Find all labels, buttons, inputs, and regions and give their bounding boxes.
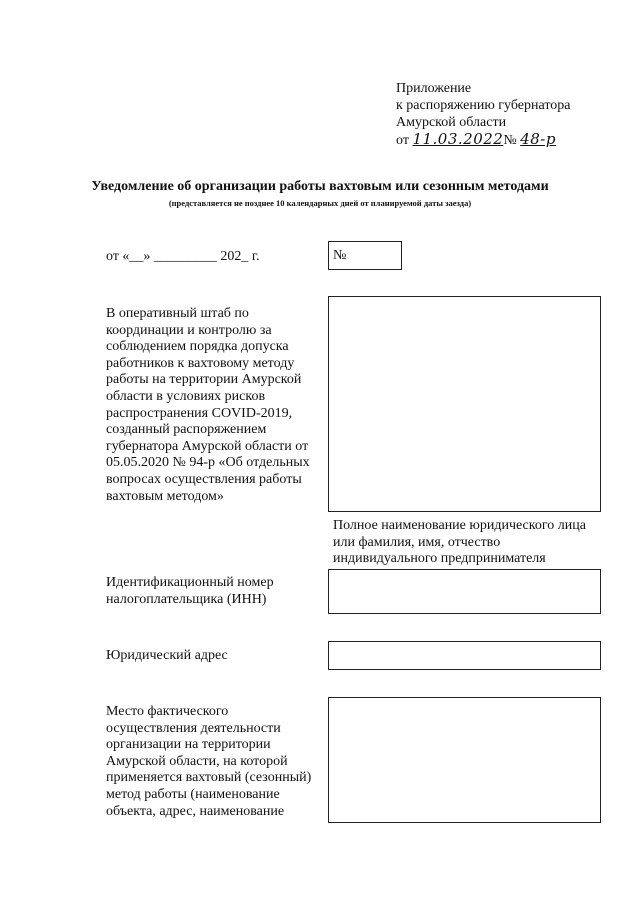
appendix-ot-label: от — [396, 133, 409, 148]
appendix-number: 48-р — [520, 130, 556, 148]
addressee-line: работы на территории Амурской — [106, 372, 302, 388]
actual-place-field[interactable] — [328, 697, 601, 823]
appendix-line-1: Приложение — [396, 81, 472, 96]
organization-name-caption — [333, 518, 603, 568]
date-line: от «__» _________ 202_ г. — [106, 249, 260, 264]
appendix-no-label: № — [503, 133, 517, 148]
addressee-line: 05.05.2020 № 94-р «Об отдельных — [106, 455, 310, 471]
addressee-line: области в условиях рисков — [106, 388, 266, 404]
appendix-line-3: Амурской области — [396, 115, 507, 130]
organization-name-field[interactable] — [328, 296, 601, 512]
actual-place-line: объекта, адрес, наименование — [106, 803, 285, 819]
actual-place-label — [106, 704, 328, 820]
actual-place-line: применяется вахтовый (сезонный) — [106, 770, 312, 786]
addressee-line: координации и контролю за — [106, 322, 272, 338]
addressee-line: В оперативный штаб по — [106, 306, 249, 321]
actual-place-line: Место фактического — [106, 704, 229, 719]
inn-label — [106, 575, 328, 608]
actual-place-line: осуществления деятельности — [106, 720, 281, 736]
document-title: Уведомление об организации работы вахтовым или сезонным методами — [91, 179, 549, 194]
caption-line: Полное наименование юридического лица — [333, 518, 586, 533]
legal-address-field[interactable] — [328, 641, 601, 670]
addressee-line: созданный распоряжением — [106, 422, 267, 438]
appendix-date: 11.03.2022 — [412, 130, 504, 148]
actual-place-line: организации на территории — [106, 737, 271, 753]
addressee-line: работников к вахтовому методу — [106, 355, 295, 371]
addressee-line: вопросах осуществления работы — [106, 471, 302, 487]
addressee-line: распространения COVID-2019, — [106, 405, 293, 421]
addressee-line: губернатора Амурской области от — [106, 438, 309, 454]
actual-place-line: метод работы (наименование — [106, 786, 280, 802]
addressee-line: соблюдением порядка допуска — [106, 339, 289, 355]
appendix-date-line — [396, 131, 571, 149]
inn-field[interactable] — [328, 569, 601, 614]
document-subtitle: (представляется не позднее 10 календарных дней от планируемой даты заезда) — [168, 198, 472, 208]
actual-place-line: Амурской области, на которой — [106, 753, 288, 769]
number-box-label: № — [333, 248, 347, 263]
appendix-header — [396, 80, 571, 149]
caption-line: индивидуального предпринимателя — [333, 551, 546, 567]
addressee-line: вахтовым методом» — [106, 488, 224, 504]
caption-line: или фамилия, имя, отчество — [333, 534, 501, 550]
inn-label-line: Идентификационный номер — [106, 575, 274, 590]
number-box[interactable] — [328, 241, 402, 270]
appendix-line-2: к распоряжению губернатора — [396, 98, 571, 113]
addressee-label — [106, 306, 328, 505]
inn-label-line: налогоплательщика (ИНН) — [106, 591, 267, 607]
legal-address-label: Юридический адрес — [106, 648, 228, 663]
